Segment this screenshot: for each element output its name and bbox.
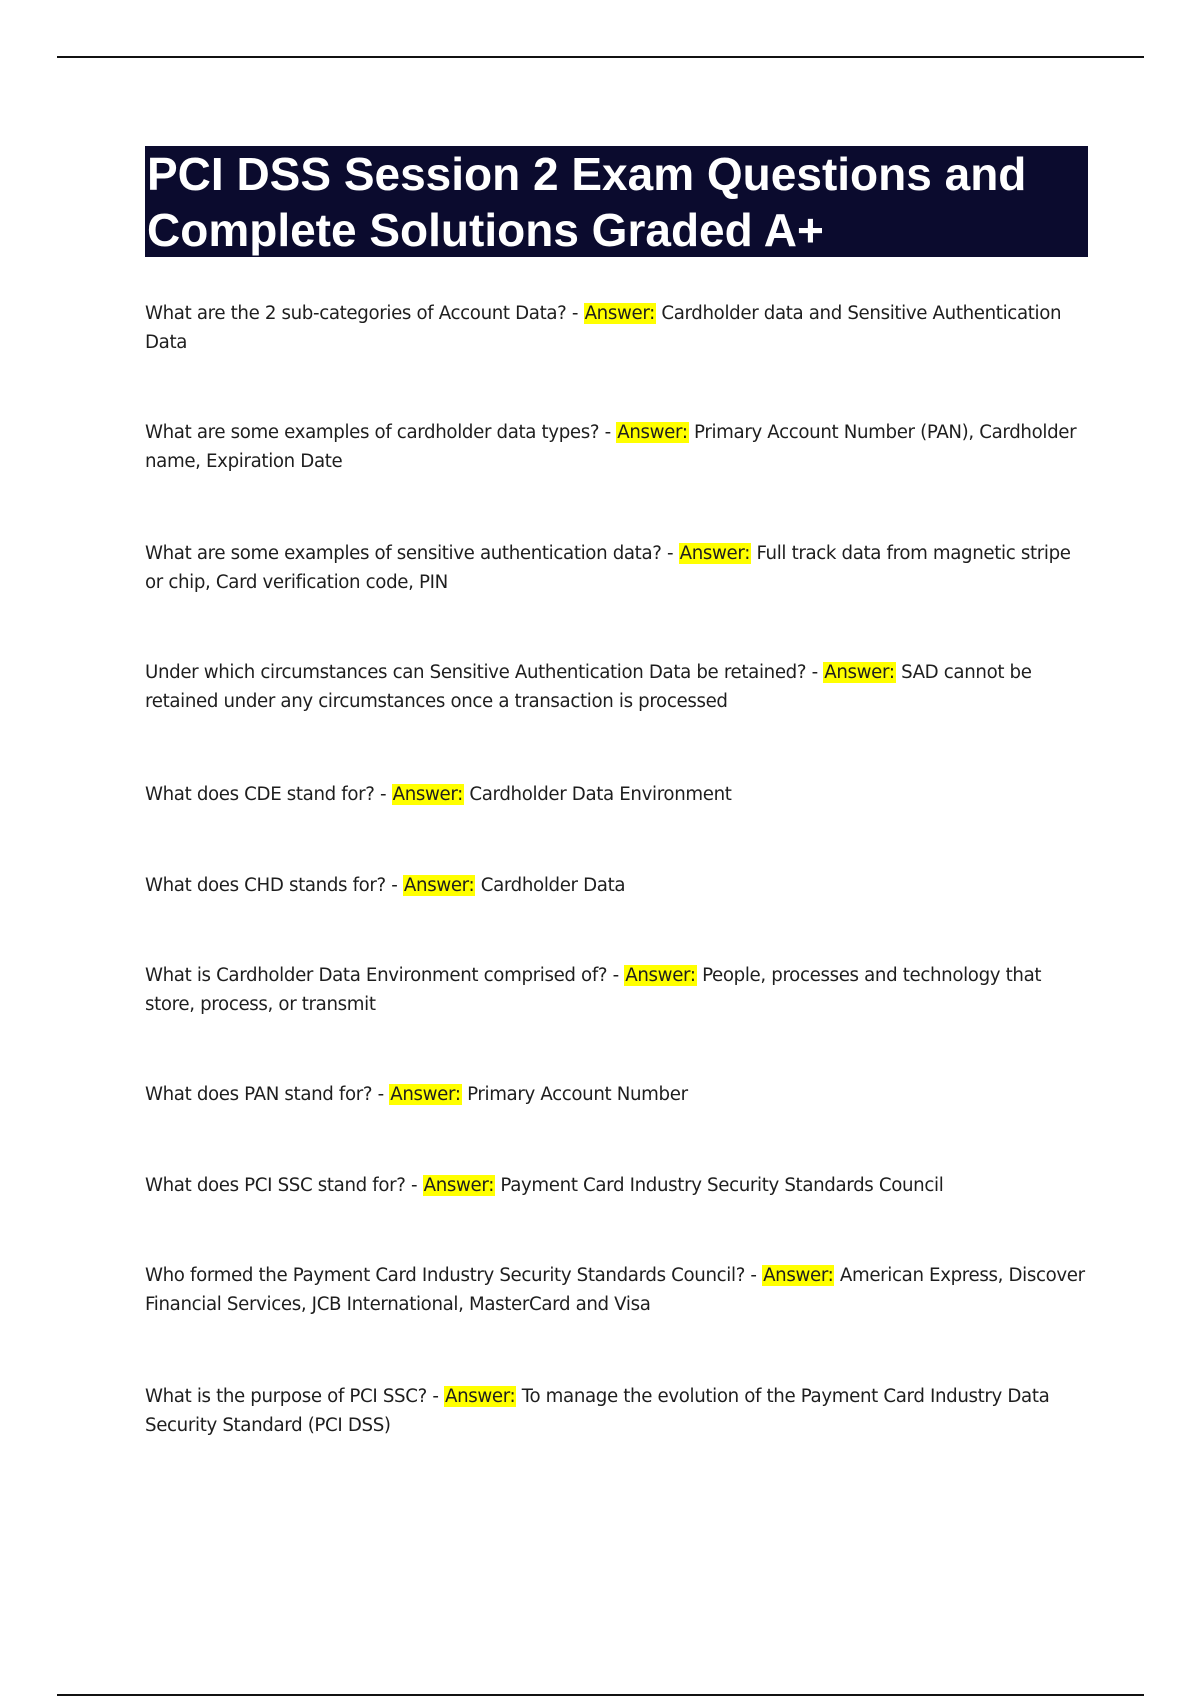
top-rule bbox=[57, 56, 1144, 58]
answer-text: Payment Card Industry Security Standards Council bbox=[500, 1175, 944, 1196]
question-text: What are the 2 sub-categories of Account Data? bbox=[145, 303, 567, 324]
question-text: What are some examples of cardholder data types? bbox=[145, 422, 600, 443]
question-text: Under which circumstances can Sensitive Authentication Data be retained? bbox=[145, 662, 807, 683]
question-text: What does PAN stand for? bbox=[145, 1084, 373, 1105]
answer-text: Primary Account Number bbox=[467, 1084, 688, 1105]
answer-text: Primary Account Number (PAN), Cardholder name, Expiration Date bbox=[145, 422, 1077, 472]
question-text: What does PCI SSC stand for? bbox=[145, 1175, 406, 1196]
answer-text: American Express, Discover Financial Services, JCB International, MasterCard and Visa bbox=[145, 1265, 1085, 1315]
question-text: What does CDE stand for? bbox=[145, 784, 375, 805]
qa-item bbox=[145, 872, 1090, 901]
answer-text: SAD cannot be retained under any circumstances once a transaction is processed bbox=[145, 662, 1032, 712]
question-separator: - bbox=[374, 784, 392, 805]
qa-item bbox=[145, 1383, 1090, 1440]
question-separator: - bbox=[661, 543, 679, 564]
answer-text: Cardholder Data Environment bbox=[469, 784, 732, 805]
qa-item bbox=[145, 1081, 1090, 1110]
qa-item bbox=[145, 540, 1090, 597]
answer-label: Answer: bbox=[824, 662, 895, 683]
qa-item bbox=[145, 781, 1090, 810]
answer-label: Answer: bbox=[584, 303, 655, 324]
qa-item bbox=[145, 1262, 1090, 1319]
question-separator: - bbox=[405, 1175, 423, 1196]
answer-label: Answer: bbox=[625, 965, 696, 986]
title-banner bbox=[145, 146, 1088, 257]
answer-label: Answer: bbox=[617, 422, 688, 443]
question-separator: - bbox=[745, 1265, 763, 1286]
question-separator: - bbox=[385, 875, 403, 896]
answer-label: Answer: bbox=[423, 1175, 494, 1196]
question-separator: - bbox=[566, 303, 584, 324]
answer-label: Answer: bbox=[403, 875, 475, 896]
bottom-rule bbox=[57, 1694, 1144, 1696]
qa-item bbox=[145, 300, 1090, 357]
answer-label: Answer: bbox=[392, 784, 463, 805]
question-separator: - bbox=[806, 662, 824, 683]
question-text: What does CHD stands for? bbox=[145, 875, 386, 896]
answer-label: Answer: bbox=[444, 1386, 516, 1407]
answer-text: Cardholder data and Sensitive Authentication Data bbox=[145, 303, 1062, 353]
question-separator: - bbox=[599, 422, 617, 443]
answer-label: Answer: bbox=[679, 543, 750, 564]
answer-label: Answer: bbox=[763, 1265, 834, 1286]
qa-item bbox=[145, 419, 1090, 476]
answer-label: Answer: bbox=[390, 1084, 461, 1105]
qa-item bbox=[145, 962, 1090, 1019]
question-separator: - bbox=[426, 1386, 444, 1407]
document-title: PCI DSS Session 2 Exam Questions and Complete Solutions Graded A+ bbox=[147, 148, 1027, 256]
qa-item bbox=[145, 659, 1090, 716]
question-separator: - bbox=[607, 965, 625, 986]
question-separator: - bbox=[372, 1084, 390, 1105]
question-text: What is Cardholder Data Environment comprised of? bbox=[145, 965, 608, 986]
answer-text: To manage the evolution of the Payment Card Industry Data Security Standard (PCI DSS) bbox=[145, 1386, 1050, 1436]
answer-text: People, processes and technology that store, process, or transmit bbox=[145, 965, 1042, 1015]
answer-text: Full track data from magnetic stripe or chip, Card verification code, PIN bbox=[145, 543, 1071, 593]
question-text: What is the purpose of PCI SSC? bbox=[145, 1386, 427, 1407]
question-text: What are some examples of sensitive authentication data? bbox=[145, 543, 662, 564]
qa-item bbox=[145, 1172, 1090, 1201]
answer-text: Cardholder Data bbox=[480, 875, 626, 896]
question-text: Who formed the Payment Card Industry Security Standards Council? bbox=[145, 1265, 745, 1286]
